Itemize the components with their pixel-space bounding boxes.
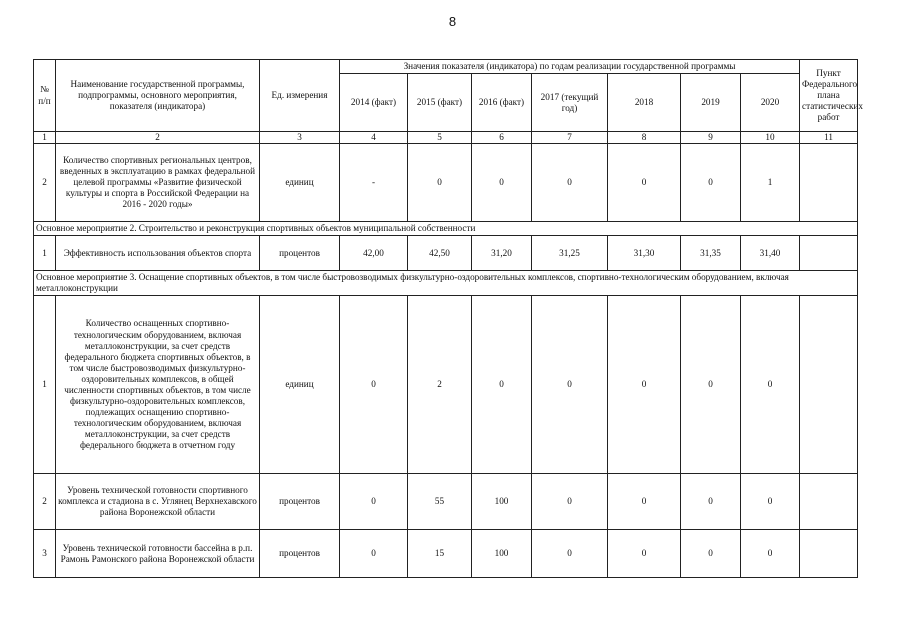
- stat-cell: [800, 296, 858, 474]
- value-cell: -: [340, 144, 408, 222]
- value-cell: 0: [741, 474, 800, 530]
- indicator-name: Эффективность использования объектов спорта: [56, 236, 260, 271]
- section-title: Основное мероприятие 2. Строительство и реконструкция спортивных объектов муниципальной собственности: [34, 222, 858, 236]
- stat-cell: [800, 530, 858, 578]
- value-cell: 0: [472, 144, 532, 222]
- column-numbers-row: [34, 132, 858, 144]
- table-row: [34, 296, 858, 474]
- header-year: 2017 (текущий год): [532, 74, 608, 132]
- value-cell: 100: [472, 530, 532, 578]
- indicators-table: [33, 59, 863, 578]
- column-number: 9: [681, 132, 741, 144]
- value-cell: 0: [681, 144, 741, 222]
- value-cell: 15: [408, 530, 472, 578]
- column-number: 3: [260, 132, 340, 144]
- value-cell: 0: [681, 474, 741, 530]
- value-cell: 100: [472, 474, 532, 530]
- section-row: [34, 271, 858, 296]
- value-cell: 0: [608, 474, 681, 530]
- value-cell: 0: [532, 144, 608, 222]
- column-number: 2: [56, 132, 260, 144]
- header-year: 2015 (факт): [408, 74, 472, 132]
- value-cell: 0: [532, 530, 608, 578]
- unit-cell: процентов: [260, 236, 340, 271]
- header-no: № п/п: [34, 60, 56, 132]
- value-cell: 0: [608, 144, 681, 222]
- column-number: 6: [472, 132, 532, 144]
- indicator-name: Количество спортивных региональных центров, введенных в эксплуатацию в рамках федеральной целевой программы «Развитие физической культуры и спорта в Российской Федерации на 2016 - 2020 годы»: [56, 144, 260, 222]
- value-cell: 0: [532, 296, 608, 474]
- value-cell: 0: [340, 296, 408, 474]
- value-cell: 31,35: [681, 236, 741, 271]
- value-cell: 0: [741, 530, 800, 578]
- value-cell: 0: [408, 144, 472, 222]
- indicator-name: Уровень технической готовности бассейна в р.п. Рамонь Рамонского района Воронежской области: [56, 530, 260, 578]
- value-cell: 31,40: [741, 236, 800, 271]
- table-row: [34, 474, 858, 530]
- header-year: 2014 (факт): [340, 74, 408, 132]
- column-number: 1: [34, 132, 56, 144]
- header-year: 2020: [741, 74, 800, 132]
- column-number: 4: [340, 132, 408, 144]
- header-year: 2019: [681, 74, 741, 132]
- section-title: Основное мероприятие 3. Оснащение спортивных объектов, в том числе быстровозводимых физкультурно-оздоровительных комплексов, спортивно-технологическим оборудованием, включая металлоконструкции: [34, 271, 858, 296]
- header-year: 2016 (факт): [472, 74, 532, 132]
- value-cell: 0: [340, 474, 408, 530]
- value-cell: 42,00: [340, 236, 408, 271]
- value-cell: 0: [681, 296, 741, 474]
- table-row: [34, 530, 858, 578]
- header-year: 2018: [608, 74, 681, 132]
- header-values-title: Значения показателя (индикатора) по годам реализации государственной программы: [340, 60, 800, 74]
- column-number: 7: [532, 132, 608, 144]
- value-cell: 31,20: [472, 236, 532, 271]
- section-row: [34, 222, 858, 236]
- row-number: 2: [34, 474, 56, 530]
- header-row-1: [34, 60, 858, 74]
- value-cell: 1: [741, 144, 800, 222]
- value-cell: 42,50: [408, 236, 472, 271]
- unit-cell: процентов: [260, 474, 340, 530]
- value-cell: 2: [408, 296, 472, 474]
- value-cell: 0: [472, 296, 532, 474]
- column-number: 11: [800, 132, 858, 144]
- stat-cell: [800, 144, 858, 222]
- unit-cell: единиц: [260, 144, 340, 222]
- unit-cell: процентов: [260, 530, 340, 578]
- value-cell: 31,30: [608, 236, 681, 271]
- header-stat-plan: Пункт Федерального плана статистических работ: [800, 60, 858, 132]
- row-number: 1: [34, 236, 56, 271]
- value-cell: 0: [608, 296, 681, 474]
- row-number: 1: [34, 296, 56, 474]
- column-number: 8: [608, 132, 681, 144]
- page-number: 8: [448, 14, 457, 29]
- value-cell: 31,25: [532, 236, 608, 271]
- stat-cell: [800, 236, 858, 271]
- value-cell: 0: [340, 530, 408, 578]
- table-row: [34, 236, 858, 271]
- indicator-name: Количество оснащенных спортивно-технологическим оборудованием, включая металлоконструкции, за счет средств федерального бюджета спортивных объектов, в том числе быстровозводимых физкультурно-оздоровительных комплексов, в общей численности спортивных объектов, в том числе физкультурно-оздоровительных комплексов, подлежащих оснащению спортивно-технологическим оборудованием, включая металлоконструкции, за счет средств федерального бюджета в отчетном году: [56, 296, 260, 474]
- column-number: 5: [408, 132, 472, 144]
- header-unit: Ед. измерения: [260, 60, 340, 132]
- indicator-name: Уровень технической готовности спортивного комплекса и стадиона в с. Углянец Верхнехавского района Воронежской области: [56, 474, 260, 530]
- row-number: 3: [34, 530, 56, 578]
- header-name: Наименование государственной программы, подпрограммы, основного мероприятия, показателя (индикатора): [56, 60, 260, 132]
- stat-cell: [800, 474, 858, 530]
- value-cell: 55: [408, 474, 472, 530]
- unit-cell: единиц: [260, 296, 340, 474]
- column-number: 10: [741, 132, 800, 144]
- value-cell: 0: [608, 530, 681, 578]
- row-number: 2: [34, 144, 56, 222]
- table-row: [34, 144, 858, 222]
- value-cell: 0: [681, 530, 741, 578]
- value-cell: 0: [532, 474, 608, 530]
- value-cell: 0: [741, 296, 800, 474]
